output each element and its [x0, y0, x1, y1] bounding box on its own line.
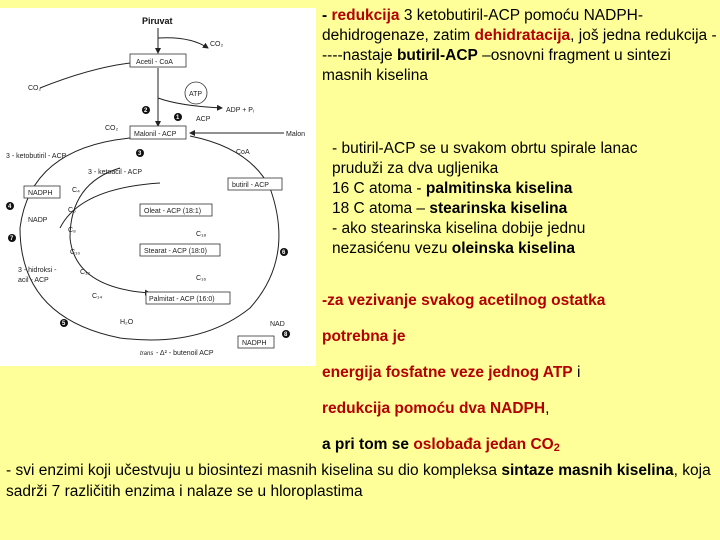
- p1-redukcija: redukcija: [331, 7, 400, 24]
- p1-text-1: 3 ketobutiril-ACP pomoću NADPH-dehidrogenaze, zatim: [322, 7, 644, 44]
- label-c4: C₄: [72, 187, 80, 194]
- label-atp: ATP: [189, 91, 203, 98]
- svg-text:4: 4: [8, 204, 12, 210]
- p1-butiril-acp: butiril-ACP: [396, 47, 478, 64]
- p4-sintaze: sintaze masnih kiselina: [501, 462, 674, 479]
- label-butenoil: - Δ² - butenoil ACP: [156, 350, 214, 357]
- paragraph-chain-elongation: [332, 139, 712, 259]
- paragraph-energy: [322, 291, 717, 474]
- label-c12: C₁₂: [80, 269, 91, 276]
- p3-line-2: potrebna je: [322, 328, 406, 345]
- svg-text:1: 1: [176, 115, 180, 121]
- label-butiril-acp: butiril - ACP: [232, 182, 269, 189]
- p2-line-2: pruduži za dva ugljenika: [332, 160, 499, 177]
- label-nadp: NADP: [28, 217, 48, 224]
- label-acp-top: ACP: [196, 116, 211, 123]
- p1-text-3: –osnovni fragment u sintezi masnih kiselina: [322, 47, 671, 84]
- label-hidroksi-2: acil - ACP: [18, 277, 49, 284]
- label-nadph-box: NADPH: [28, 190, 53, 197]
- p2-stearinska: stearinska kiselina: [429, 200, 568, 217]
- label-co2-top: CO₂: [210, 41, 224, 48]
- label-nadph-right: NADPH: [242, 340, 267, 347]
- label-oleat: Oleat - ACP (18:1): [144, 208, 202, 215]
- paragraph-reduction: [322, 6, 717, 86]
- svg-text:2: 2: [144, 108, 148, 114]
- label-c6: C₆: [68, 207, 76, 214]
- label-c16: C₁₆: [196, 275, 207, 282]
- p2-line-5: - ako stearinska kiselina dobije jednu: [332, 220, 586, 237]
- svg-text:3: 3: [138, 151, 142, 157]
- svg-text:6: 6: [282, 250, 286, 256]
- p3-line-3: energija fosfatne veze jednog ATP i: [322, 364, 581, 381]
- p2-line-1: - butiril-ACP se u svakom obrtu spirale lanac: [332, 140, 638, 157]
- label-co2-mid: CO₂: [105, 125, 119, 132]
- p1-dash: -: [322, 7, 332, 24]
- p2-palmitinska: palmitinska kiselina: [425, 180, 573, 197]
- arrow-co2-release: [158, 38, 208, 48]
- label-piruvat: Piruvat: [142, 16, 173, 26]
- step-number-6: [280, 248, 288, 256]
- label-stearat: Stearat - ACP (18:0): [144, 248, 207, 255]
- label-ketoacil: 3 - ketoacil - ACP: [88, 169, 143, 176]
- p3-line-1: -za vezivanje svakog acetilnog ostatka: [322, 292, 606, 309]
- p2-oleinska: oleinska kiselina: [451, 240, 575, 257]
- p2-line-4: 18 C atoma – stearinska kiselina: [332, 200, 568, 217]
- label-ketobutiril: 3 - ketobutiril - ACP: [6, 153, 67, 160]
- arrow-co2-left: [40, 63, 130, 88]
- p3-line-5: a pri tom se oslobađa jedan CO2: [322, 436, 560, 454]
- label-c18: C₁₈: [196, 231, 207, 238]
- p2-line-3: 16 C atoma - palmitinska kiselina: [332, 180, 573, 197]
- step-number-5: [60, 319, 68, 327]
- p4-text-1: - svi enzimi koji učestvuju u biosintezi masnih kiselina su dio kompleksa: [6, 462, 502, 479]
- label-coa: CoA: [236, 149, 250, 156]
- svg-text:7: 7: [10, 236, 14, 242]
- step-number-8: [282, 330, 290, 338]
- label-nad-right: NAD: [270, 321, 285, 328]
- label-malonil-acp: Malonil - ACP: [134, 131, 177, 138]
- label-malonil-right: Malon: [286, 131, 306, 138]
- label-h2o: H₂O: [120, 319, 134, 326]
- p1-dehidratacija: dehidratacija: [474, 27, 571, 44]
- label-hidroksi-1: 3 - hidroksi -: [18, 267, 57, 274]
- p4-text-2: , koja sadrži 7 različitih enzima i nalaze se u hloroplastima: [6, 462, 711, 500]
- step-number-2: [142, 106, 150, 114]
- label-c10: C₁₀: [70, 249, 81, 256]
- svg-text:5: 5: [62, 321, 66, 327]
- p1-text-2: , još jedna redukcija -----nastaje: [322, 27, 717, 64]
- label-co2-left: CO₂: [28, 85, 42, 92]
- p2-line-6: nezasićenu vezu oleinska kiselina: [332, 240, 575, 257]
- label-trans: trans: [140, 351, 154, 357]
- label-acetil-coa: Acetil - CoA: [136, 59, 173, 66]
- fatty-acid-synthesis-diagram: [0, 8, 316, 366]
- step-number-7: [8, 234, 16, 242]
- diagram-svg: [0, 8, 316, 366]
- svg-text:8: 8: [284, 332, 288, 338]
- label-adp-pi: ADP + Pᵢ: [226, 107, 255, 114]
- label-palmitat: Palmitat - ACP (16:0): [149, 296, 215, 303]
- p3-line-4: redukcija pomoću dva NADPH,: [322, 400, 550, 417]
- cycle-outer: [20, 136, 279, 340]
- label-c8: C₈: [68, 227, 76, 234]
- paragraph-enzymes: [6, 460, 718, 502]
- step-number-1: [174, 113, 182, 121]
- label-c14: C₁₄: [92, 293, 103, 300]
- step-number-3: [136, 149, 144, 157]
- step-number-4: [6, 202, 14, 210]
